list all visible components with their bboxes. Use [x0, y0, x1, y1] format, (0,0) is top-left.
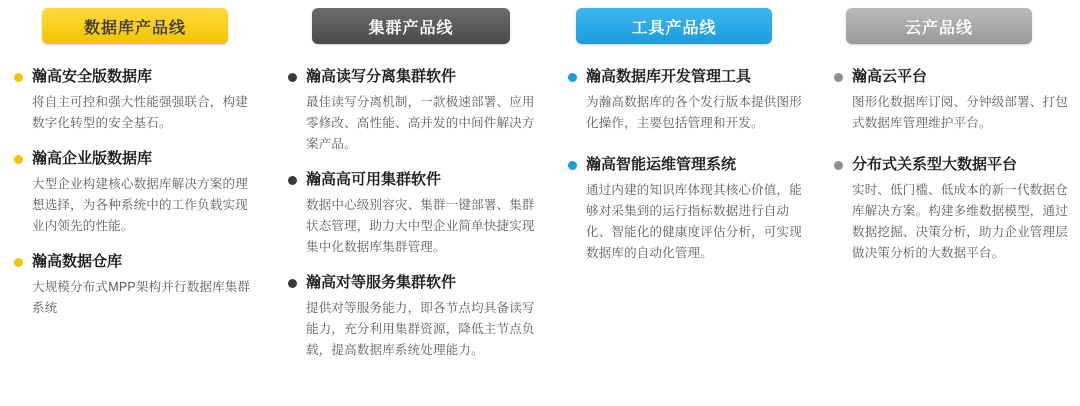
column-header-cluster: 集群产品线: [312, 8, 510, 44]
bullet-dot-icon: [288, 73, 297, 82]
item-description: 为瀚高数据库的各个发行版本提供图形化操作，主要包括管理和开发。: [586, 95, 802, 130]
item-body: [306, 272, 538, 361]
item-body: [586, 154, 806, 264]
product-line-column-database: [0, 0, 270, 406]
product-line-column-cloud: [816, 0, 1080, 406]
column-header-database: 数据库产品线: [42, 8, 228, 44]
column-header-tools: 工具产品线: [576, 8, 772, 44]
item-title: 瀚高数据仓库: [32, 253, 123, 270]
bullet-dot-icon: [568, 161, 577, 170]
item-description: 大规模分布式MPP架构并行数据库集群系统: [32, 280, 251, 315]
item-title: 瀚高数据库开发管理工具: [586, 68, 752, 85]
item-title: 瀚高高可用集群软件: [306, 171, 442, 188]
item-body: [586, 66, 806, 134]
list-item: [568, 66, 806, 134]
item-body: [32, 251, 260, 319]
item-description: 将自主可控和强大性能强强联合，构建数字化转型的安全基石。: [32, 95, 248, 130]
bullet-dot-icon: [568, 73, 577, 82]
item-body: [306, 169, 538, 258]
list-item: [568, 154, 806, 264]
item-description: 大型企业构建核心数据库解决方案的理想选择，为各种系统中的工作负载实现业内领先的性能。: [32, 177, 248, 233]
item-body: [852, 154, 1070, 264]
list-item: [288, 66, 538, 155]
list-item: [14, 251, 260, 319]
item-body: [306, 66, 538, 155]
list-item: [834, 66, 1070, 134]
item-title: 瀚高读写分离集群软件: [306, 68, 457, 85]
bullet-dot-icon: [288, 279, 297, 288]
item-description: 提供对等服务能力，即各节点均具备读写能力，充分利用集群资源，降低主节点负载，提高数据库系统处理能力。: [306, 301, 535, 357]
list-item: [288, 272, 538, 361]
item-body: [852, 66, 1070, 134]
item-description: 数据中心级别容灾、集群一键部署、集群状态管理，助力大中型企业简单快捷实现集中化数据库集群管理。: [306, 198, 535, 254]
item-description: 通过内建的知识库体现其核心价值，能够对采集到的运行指标数据进行自动化、智能化的健康度评估分析，可实现数据库的自动化管理。: [586, 183, 802, 260]
bullet-dot-icon: [14, 73, 23, 82]
item-title: 瀚高安全版数据库: [32, 68, 153, 85]
product-line-column-tools: [548, 0, 816, 406]
bullet-dot-icon: [834, 161, 843, 170]
item-title: 瀚高智能运维管理系统: [586, 156, 737, 173]
list-item: [14, 148, 260, 237]
bullet-dot-icon: [14, 155, 23, 164]
product-line-column-cluster: [270, 0, 548, 406]
list-item: [834, 154, 1070, 264]
item-description: 实时、低门槛、低成本的新一代数据仓库解决方案。构建多维数据模型，通过数据挖掘、决策分析，助力企业管理层做决策分析的大数据平台。: [852, 183, 1068, 260]
list-item: [288, 169, 538, 258]
bullet-dot-icon: [288, 176, 297, 185]
list-item: [14, 66, 260, 134]
item-title: 瀚高云平台: [852, 68, 928, 85]
item-title: 瀚高对等服务集群软件: [306, 274, 457, 291]
item-description: 图形化数据库订阅、分钟级部署、打包式数据库管理维护平台。: [852, 95, 1068, 130]
item-title: 分布式关系型大数据平台: [852, 156, 1018, 173]
bullet-dot-icon: [14, 258, 23, 267]
item-description: 最佳读写分离机制，一款极速部署、应用零修改、高性能、高并发的中间件解决方案产品。: [306, 95, 535, 151]
item-body: [32, 66, 260, 134]
item-title: 瀚高企业版数据库: [32, 150, 153, 167]
bullet-dot-icon: [834, 73, 843, 82]
item-body: [32, 148, 260, 237]
column-header-cloud: 云产品线: [846, 8, 1032, 44]
